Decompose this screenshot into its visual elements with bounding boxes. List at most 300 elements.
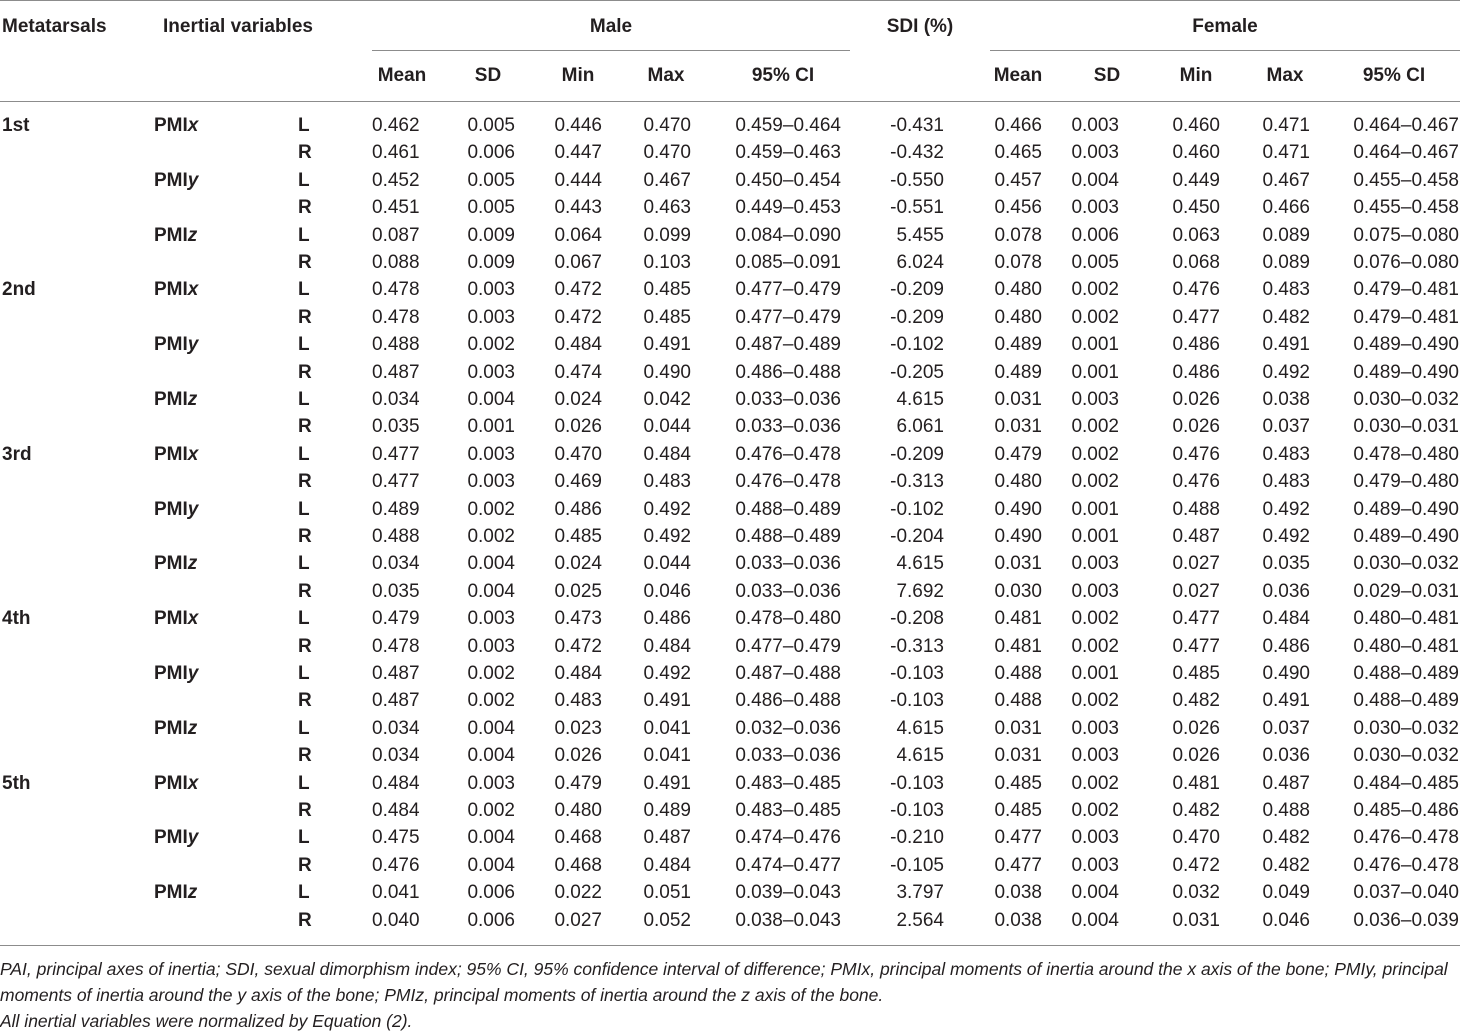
table-cell: 0.455–0.458 [1353,169,1459,191]
table-cell: 0.004 [467,745,515,767]
table-cell: 0.487–0.488 [735,663,841,684]
table-cell: 0.031 [994,416,1042,438]
table-cell: 0.039–0.043 [735,882,841,904]
variable-axis: x [187,115,199,136]
table-cell: 0.488–0.489 [735,498,841,520]
table-cell: 0.076–0.080 [1353,252,1459,273]
table-cell: 0.006 [467,882,515,904]
table-cell: 0.034 [372,553,420,575]
table-cell: 0.038–0.043 [735,909,841,931]
side-label: L [298,169,310,191]
table-cell: 0.443 [554,197,602,219]
table-cell: 2.564 [896,909,944,931]
table-cell: 0.088 [372,252,420,273]
side-label: R [298,690,312,712]
table-cell: 0.488–0.489 [735,526,841,547]
table-cell: 0.489 [994,361,1042,383]
table-cell: 0.471 [1262,142,1310,164]
table-cell: 0.482 [1262,306,1310,328]
table-cell: 0.005 [467,197,515,219]
table-cell: 0.459–0.464 [735,115,841,136]
metatarsal-label: 5th [2,772,31,794]
table-cell: 0.450–0.454 [735,169,841,191]
table-cell: 0.476–0.478 [735,471,841,493]
side-label: R [298,580,312,602]
table-cell: 0.479–0.481 [1353,279,1459,301]
table-cell: 0.002 [1071,416,1119,438]
table-cell: 0.003 [1071,717,1119,739]
variable-axis: x [187,608,199,630]
table-cell: 0.470 [643,142,691,164]
table-cell: 0.484 [643,443,691,465]
table-cell: 0.041 [643,717,691,739]
side-label: R [298,745,312,767]
table-cell: 0.003 [1071,115,1119,136]
table-cell: 7.692 [896,580,944,602]
table-cell: 0.038 [1262,389,1310,410]
variable-axis: y [187,498,199,520]
table-cell: 0.003 [467,443,515,465]
table-cell: 0.005 [467,169,515,191]
header-male: Male [589,16,633,37]
table-cell: 0.470 [554,443,602,465]
table-cell: 0.491 [643,772,691,794]
table-cell: 0.492 [643,498,691,520]
table-cell: 0.002 [1071,800,1119,821]
table-cell: 0.488 [1172,498,1220,520]
table-cell: 0.479 [554,772,602,794]
inertial-variable-label [154,553,197,575]
header-bottom-rule [0,101,1460,102]
table-cell: -0.551 [890,197,944,219]
table-cell: 0.004 [467,717,515,739]
table-cell: 0.051 [643,882,691,904]
subheader-mean-female: Mean [993,65,1043,86]
inertial-variable-label [154,608,198,630]
table-cell: 6.024 [896,252,944,273]
table-cell: 0.481 [994,608,1042,630]
table-cell: 0.449–0.453 [735,197,841,219]
table-cell: 0.003 [1071,389,1119,410]
table-cell: 0.483–0.485 [735,772,841,794]
table-cell: 0.479–0.481 [1353,306,1459,328]
table-cell: 0.030 [994,580,1042,602]
inertial-variable-label [154,389,197,411]
table-cell: 0.484 [554,334,602,356]
table-cell: 0.483 [1262,471,1310,493]
table-cell: 0.031 [994,717,1042,739]
table-cell: 0.003 [467,471,515,493]
female-group-rule [990,50,1460,51]
table-cell: 0.024 [554,389,602,410]
table-cell: 0.099 [643,224,691,246]
table-cell: 0.027 [554,909,602,931]
subheader-95-ci-male: 95% CI [751,65,815,86]
side-label: L [298,279,310,301]
table-cell: 0.456 [994,197,1042,219]
variable-name: PMI [154,224,188,246]
table-cell: 0.481 [994,635,1042,657]
table-cell: 0.490 [1262,663,1310,684]
table-cell: 0.489–0.490 [1353,526,1459,547]
inertial-variable-label [154,115,198,137]
table-cell: 0.004 [1071,169,1119,191]
table-cell: -0.313 [890,471,944,493]
side-label: L [298,553,310,575]
table-cell: 0.033–0.036 [735,389,841,410]
table-cell: 0.486 [1172,361,1220,383]
table-cell: 0.046 [1262,909,1310,931]
table-cell: 4.615 [896,745,944,767]
table-cell: 0.444 [554,169,602,191]
table-cell: 0.032–0.036 [735,717,841,739]
subheader-max-female: Max [1266,65,1304,86]
table-cell: 0.476 [1172,471,1220,493]
table-cell: 0.103 [643,252,691,273]
variable-axis: z [187,224,198,246]
table-cell: 0.004 [467,580,515,602]
inertial-variable-label [154,827,198,849]
table-cell: 0.477 [1172,608,1220,630]
table-cell: 0.075–0.080 [1353,224,1459,246]
table-cell: 0.030–0.032 [1353,553,1459,575]
table-cell: 0.490 [994,498,1042,520]
table-cell: 0.003 [467,772,515,794]
table-cell: 0.002 [1071,279,1119,301]
table-cell: 0.004 [467,389,515,410]
table-cell: 0.003 [1071,745,1119,767]
table-cell: 0.485 [1172,663,1220,684]
table-cell: 0.035 [1262,553,1310,575]
table-cell: 0.470 [643,115,691,136]
table-cell: 0.002 [1071,635,1119,657]
side-label: L [298,772,310,794]
table-cell: 0.483 [643,471,691,493]
table-cell: 0.026 [1172,745,1220,767]
table-cell: 0.459–0.463 [735,142,841,164]
table-cell: 0.489–0.490 [1353,334,1459,356]
footnote-abbreviations: PAI, principal axes of inertia; SDI, sexual dimorphism index; 95% CI, 95% confidence interval of difference; PMIx, principal moments of inertia around the x axis of the bone; PMIy, principal moments of inertia around the y axis of the bone; PMIz, principal moments of inertia around the z axis of the bone. [0,959,1448,1005]
table-cell: 0.466 [1262,197,1310,219]
table-cell: 0.487 [1172,526,1220,547]
table-cell: 0.004 [467,827,515,849]
table-cell: -0.209 [890,306,944,328]
table-cell: 0.486–0.488 [735,690,841,712]
variable-name: PMI [154,169,188,191]
table-cell: 0.487 [372,361,420,383]
side-label: R [298,142,312,164]
inertial-variable-label [154,334,198,356]
table-cell: 0.040 [372,909,420,931]
table-cell: 0.067 [554,252,602,273]
table-cell: 0.467 [643,169,691,191]
variable-name: PMI [154,772,188,794]
table-cell: 0.460 [1172,142,1220,164]
table-cell: 0.036–0.039 [1353,909,1459,931]
table-cell: 0.472 [554,306,602,328]
side-label: L [298,389,310,410]
table-cell: 0.027 [1172,553,1220,575]
table-cell: 0.484 [643,635,691,657]
table-cell: 4.615 [896,553,944,575]
table-cell: 0.002 [467,800,515,821]
inertial-variable-label [154,279,198,301]
table-cell: 0.024 [554,553,602,575]
table-cell: 0.477 [372,471,420,493]
side-label: R [298,854,312,876]
variable-axis: z [187,553,198,575]
table-cell: 0.462 [372,115,420,136]
table-cell: 0.030–0.032 [1353,717,1459,739]
table-cell: 0.477–0.479 [735,306,841,328]
table-cell: 0.484 [1262,608,1310,630]
variable-name: PMI [154,279,188,301]
table-cell: 0.063 [1172,224,1220,246]
table-cell: 0.478–0.480 [735,608,841,630]
table-cell: 0.033–0.036 [735,553,841,575]
table-cell: 0.460 [1172,115,1220,136]
table-cell: 0.488 [1262,800,1310,821]
table-cell: 0.451 [372,197,420,219]
inertial-variable-label [154,444,198,466]
subheader-95-ci-female: 95% CI [1362,65,1426,86]
variable-name: PMI [154,827,188,849]
table-cell: -0.550 [890,169,944,191]
table-cell: 0.479–0.480 [1353,471,1459,493]
table-cell: 0.003 [1071,142,1119,164]
side-label: R [298,197,312,219]
table-cell: 0.472 [1172,854,1220,876]
table-cell: 0.486 [1262,635,1310,657]
table-cell: 0.492 [1262,526,1310,547]
subheader-sd-female: SD [1093,65,1121,86]
side-label: L [298,608,310,630]
table-cell: 0.031 [994,745,1042,767]
table-cell: 0.033–0.036 [735,580,841,602]
table-cell: 0.480 [994,471,1042,493]
side-label: R [298,416,312,438]
table-cell: 0.033–0.036 [735,745,841,767]
table-cell: 0.491 [643,690,691,712]
header-female: Female [1192,16,1258,37]
variable-name: PMI [154,717,188,739]
header-inertial-variables: Inertial variables [163,16,313,37]
table-cell: 0.034 [372,745,420,767]
table-cell: 0.480 [554,800,602,821]
table-cell: 0.042 [643,389,691,410]
variable-axis: x [187,443,199,465]
table-cell: 0.026 [1172,717,1220,739]
table-cell: 0.085–0.091 [735,252,841,273]
table-cell: 0.472 [554,279,602,301]
side-label: R [298,306,312,328]
table-cell: 0.491 [1262,334,1310,356]
table-cell: 0.483 [1262,443,1310,465]
table-cell: 0.488–0.489 [1353,663,1459,684]
table-cell: 0.004 [1071,909,1119,931]
variable-axis: y [187,663,199,684]
table-cell: 0.476 [1172,443,1220,465]
side-label: R [298,526,312,547]
side-label: R [298,800,312,821]
table-cell: 0.487 [372,690,420,712]
table-cell: 0.489–0.490 [1353,498,1459,520]
table-cell: 0.463 [643,197,691,219]
table-cell: 0.004 [467,553,515,575]
table-cell: 0.480–0.481 [1353,608,1459,630]
table-cell: 0.464–0.467 [1353,115,1459,136]
table-cell: 0.486 [554,498,602,520]
table-cell: 0.479 [372,608,420,630]
table-cell: 0.449 [1172,169,1220,191]
table-cell: 0.001 [1071,498,1119,520]
table-cell: 0.037–0.040 [1353,882,1459,904]
inertial-variable-label [154,773,198,795]
table-cell: 0.023 [554,717,602,739]
subheader-mean-male: Mean [377,65,427,86]
table-cell: 0.009 [467,252,515,273]
variable-axis: y [187,827,199,849]
table-cell: 0.029–0.031 [1353,580,1459,602]
table-cell: 0.482 [1172,690,1220,712]
male-group-rule [372,50,850,51]
subheader-sd-male: SD [474,65,502,86]
table-cell: 0.036 [1262,745,1310,767]
table-cell: 0.037 [1262,717,1310,739]
table-cell: 0.089 [1262,224,1310,246]
table-cell: 0.003 [467,608,515,630]
table-cell: -0.432 [890,142,944,164]
table-cell: 0.049 [1262,882,1310,904]
table-cell: 0.476 [1172,279,1220,301]
variable-axis: z [187,882,198,904]
table-cell: 0.483 [554,690,602,712]
table-cell: 0.467 [1262,169,1310,191]
variable-name: PMI [154,882,188,904]
table-cell: -0.205 [890,361,944,383]
footnote-normalization: All inertial variables were normalized by Equation (2). [0,1011,413,1031]
inertial-variable-label [154,170,198,192]
table-cell: 0.486 [1172,334,1220,356]
table-cell: 0.001 [1071,526,1119,547]
table-cell: 0.001 [1071,663,1119,684]
table-cell: -0.103 [890,690,944,712]
table-cell: 0.001 [467,416,515,438]
side-label: L [298,663,310,684]
table-cell: 0.485 [994,772,1042,794]
table-cell: -0.102 [890,334,944,356]
header-metatarsals: Metatarsals [2,16,107,37]
table-cell: 0.491 [1262,690,1310,712]
table-cell: 0.031 [1172,909,1220,931]
variable-axis: x [187,772,199,794]
table-cell: 0.479 [994,443,1042,465]
table-cell: 0.485 [554,526,602,547]
table-cell: -0.102 [890,498,944,520]
table-cell: 0.485–0.486 [1353,800,1459,821]
table-cell: 0.044 [643,553,691,575]
table-footnote [0,956,1460,1034]
table-cell: 0.492 [1262,361,1310,383]
inertial-variable-label [154,663,198,685]
table-cell: -0.209 [890,279,944,301]
table-cell: 0.003 [1071,827,1119,849]
variable-name: PMI [154,608,188,630]
side-label: L [298,224,310,246]
table-cell: 0.482 [1172,800,1220,821]
table-cell: 0.003 [467,306,515,328]
side-label: R [298,471,312,493]
table-cell: 0.474–0.476 [735,827,841,849]
table-cell: 0.482 [1262,854,1310,876]
table-cell: 0.486 [643,608,691,630]
table-cell: 0.477 [1172,306,1220,328]
table-cell: 0.002 [467,334,515,356]
variable-name: PMI [154,553,188,575]
table-cell: 0.484 [643,854,691,876]
table-cell: 0.488–0.489 [1353,690,1459,712]
table-cell: 0.485 [643,279,691,301]
table-cell: 0.026 [1172,416,1220,438]
table-cell: 0.027 [1172,580,1220,602]
table-cell: 0.052 [643,909,691,931]
table-cell: 0.480 [994,279,1042,301]
table-cell: 0.034 [372,717,420,739]
table-cell: 0.483–0.485 [735,800,841,821]
table-cell: 0.476–0.478 [735,443,841,465]
table-cell: 0.031 [994,389,1042,410]
table-cell: 0.089 [1262,252,1310,273]
table-cell: 0.038 [994,882,1042,904]
table-cell: 0.468 [554,854,602,876]
table-cell: 0.031 [994,553,1042,575]
table-cell: 0.038 [994,909,1042,931]
table-cell: 0.003 [1071,854,1119,876]
table-cell: 0.465 [994,142,1042,164]
table-cell: 0.003 [467,361,515,383]
table-cell: 0.036 [1262,580,1310,602]
table-cell: 0.489 [643,800,691,821]
side-label: R [298,635,312,657]
table-cell: -0.313 [890,635,944,657]
table-cell: 0.477 [372,443,420,465]
table-cell: 0.450 [1172,197,1220,219]
inertial-variable-label [154,499,198,521]
table-cell: 0.041 [372,882,420,904]
inertial-variable-label [154,225,197,247]
table-cell: 0.489 [372,498,420,520]
table-cell: 0.478 [372,306,420,328]
side-label: L [298,443,310,465]
table-cell: 0.487 [1262,772,1310,794]
side-label: R [298,909,312,931]
table-cell: -0.209 [890,443,944,465]
table-cell: 0.471 [1262,115,1310,136]
table-cell: 0.002 [467,526,515,547]
table-cell: 0.030–0.032 [1353,389,1459,410]
table-cell: 3.797 [896,882,944,904]
table-cell: 0.084–0.090 [735,224,841,246]
table-cell: 0.041 [643,745,691,767]
side-label: L [298,334,310,356]
table-cell: 0.446 [554,115,602,136]
table-cell: 0.002 [1071,608,1119,630]
table-cell: 0.489–0.490 [1353,361,1459,383]
table-cell: 0.006 [467,142,515,164]
table-cell: 0.003 [467,279,515,301]
table-cell: 0.032 [1172,882,1220,904]
table-cell: 0.477–0.479 [735,635,841,657]
